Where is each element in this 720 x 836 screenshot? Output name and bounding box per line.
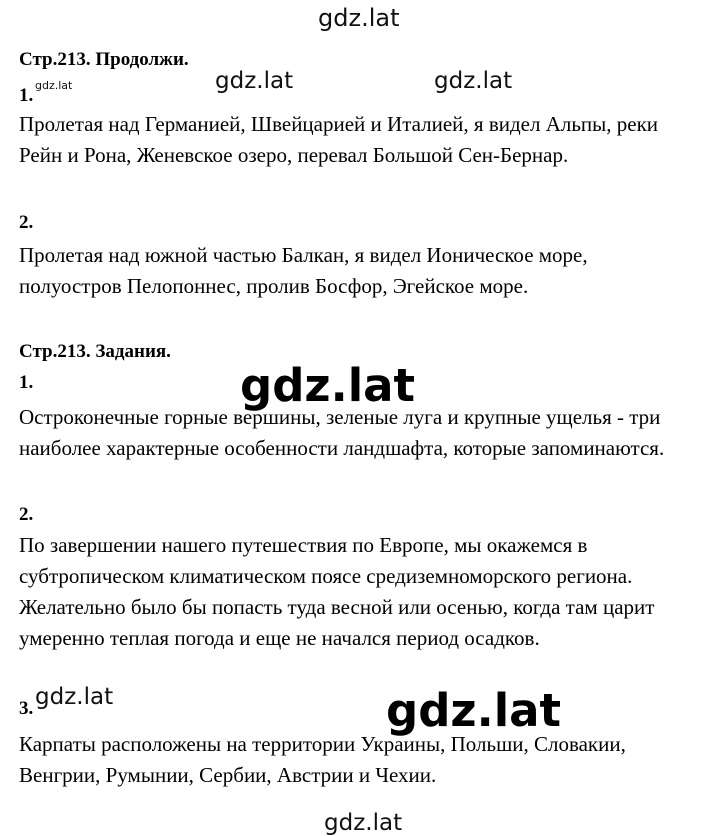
item-text <box>19 729 709 791</box>
item-number: 3. <box>19 698 34 719</box>
item-text <box>19 109 709 171</box>
text-line: наиболее характерные особенности ландшафта, которые запоминаются. <box>19 436 665 460</box>
watermark-top: gdz.lat <box>318 4 400 32</box>
text-line: Венгрии, Румынии, Сербии, Австрии и Чехии. <box>19 763 437 787</box>
text-line: Карпаты расположены на территории Украины, Польши, Словакии, <box>19 732 626 756</box>
watermark-item3: gdz.lat <box>35 684 114 710</box>
text-line: Остроконечные горные вершины, зеленые луга и крупные ущелья - три <box>19 405 661 429</box>
watermark-bottom: gdz.lat <box>324 810 403 836</box>
watermark-large-2: gdz.lat <box>386 684 562 737</box>
item-number: 2. <box>19 504 34 525</box>
watermark-small: gdz.lat <box>35 79 73 92</box>
text-line: полуостров Пелопоннес, пролив Босфор, Эгейское море. <box>19 274 529 298</box>
item-number: 1. <box>19 372 34 393</box>
item-text <box>19 530 709 654</box>
text-line: По завершении нашего путешествия по Европе, мы окажемся в <box>19 533 588 557</box>
text-line: умеренно теплая погода и еще не начался период осадков. <box>19 626 540 650</box>
item-number: 2. <box>19 212 34 233</box>
section-heading-continue: Стр.213. Продолжи. <box>19 49 189 70</box>
text-line: субтропическом климатическом поясе средиземноморского региона. <box>19 564 633 588</box>
watermark-large-1: gdz.lat <box>240 359 416 412</box>
watermark-header-right: gdz.lat <box>434 68 513 94</box>
text-line: Рейн и Рона, Женевское озеро, перевал Большой Сен-Бернар. <box>19 143 569 167</box>
text-line: Пролетая над южной частью Балкан, я видел Ионическое море, <box>19 243 588 267</box>
text-line: Желательно было бы попасть туда весной или осенью, когда там царит <box>19 595 655 619</box>
section-heading-tasks: Стр.213. Задания. <box>19 341 171 362</box>
text-line: Пролетая над Германией, Швейцарией и Италией, я видел Альпы, реки <box>19 112 659 136</box>
item-text <box>19 402 709 464</box>
watermark-header-left: gdz.lat <box>215 68 294 94</box>
item-number: 1. <box>19 85 34 106</box>
item-text <box>19 240 709 302</box>
